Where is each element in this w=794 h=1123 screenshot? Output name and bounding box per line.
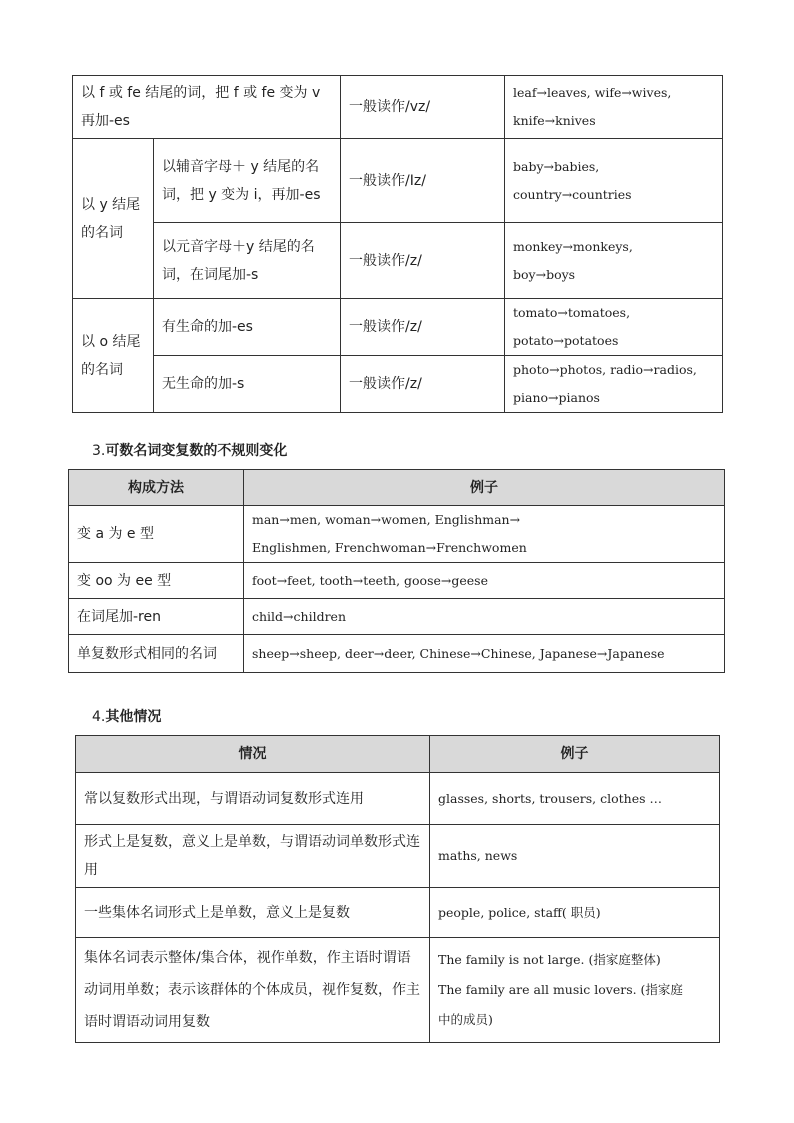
table-row [69, 506, 725, 563]
examples-cell: The family is not large. (指家庭整体) The family are all music lovers. (指家庭 中的成员) [430, 938, 720, 1043]
situation-cell: 一些集体名词形式上是单数，意义上是复数 [76, 888, 430, 938]
rule-cell: 无生命的加-s [154, 356, 341, 413]
table-header-row [76, 736, 720, 773]
examples-cell: sheep→sheep, deer→deer, Chinese→Chinese, Japanese→Japanese [244, 635, 725, 673]
situation-cell: 形式上是复数，意义上是单数，与谓语动词单数形式连用 [76, 825, 430, 888]
situation-cell: 常以复数形式出现，与谓语动词复数形式连用 [76, 773, 430, 825]
method-cell: 变 oo 为 ee 型 [69, 563, 244, 599]
table-row [76, 938, 720, 1043]
table-row [73, 299, 723, 356]
column-header: 构成方法 [69, 470, 244, 506]
examples-cell: glasses, shorts, trousers, clothes … [430, 773, 720, 825]
group-cell: 以 y 结尾的名词 [73, 139, 154, 299]
examples-cell: child→children [244, 599, 725, 635]
table-row [76, 773, 720, 825]
group-cell: 以 o 结尾的名词 [73, 299, 154, 413]
table-row [69, 563, 725, 599]
pronunciation-cell: 一般读作/z/ [341, 299, 505, 356]
irregular-plurals-table [68, 469, 725, 673]
table-row [73, 356, 723, 413]
table-row [69, 599, 725, 635]
pronunciation-cell: 一般读作/z/ [341, 356, 505, 413]
method-cell: 变 a 为 e 型 [69, 506, 244, 563]
rule-cell: 以 f 或 fe 结尾的词，把 f 或 fe 变为 v 再加-es [73, 76, 341, 139]
table-row [76, 825, 720, 888]
situation-cell: 集体名词表示整体/集合体，视作单数，作主语时谓语动词用单数；表示该群体的个体成员，视作复数，作主语时谓语动词用复数 [76, 938, 430, 1043]
examples-cell: people, police, staff( 职员) [430, 888, 720, 938]
column-header: 情况 [76, 736, 430, 773]
examples-cell: maths, news [430, 825, 720, 888]
pronunciation-cell: 一般读作/vz/ [341, 76, 505, 139]
method-cell: 单复数形式相同的名词 [69, 635, 244, 673]
examples-cell: photo→photos, radio→radios, piano→pianos [505, 356, 723, 413]
table-row [73, 76, 723, 139]
other-cases-table [75, 735, 720, 1043]
section-heading: 3.可数名词变复数的不规则变化 [92, 443, 288, 459]
pronunciation-cell: 一般读作/Iz/ [341, 139, 505, 223]
section-heading: 4.其他情况 [92, 709, 162, 725]
examples-cell: leaf→leaves, wife→wives, knife→knives [505, 76, 723, 139]
rule-cell: 有生命的加-es [154, 299, 341, 356]
method-cell: 在词尾加-ren [69, 599, 244, 635]
column-header: 例子 [244, 470, 725, 506]
examples-cell: tomato→tomatoes, potato→potatoes [505, 299, 723, 356]
table-row [73, 139, 723, 223]
pronunciation-cell: 一般读作/z/ [341, 223, 505, 299]
plural-rules-table [72, 75, 723, 413]
examples-cell: man→men, woman→women, Englishman→ Englishmen, Frenchwoman→Frenchwomen [244, 506, 725, 563]
rule-cell: 以元音字母＋y 结尾的名词，在词尾加-s [154, 223, 341, 299]
column-header: 例子 [430, 736, 720, 773]
examples-cell: monkey→monkeys, boy→boys [505, 223, 723, 299]
table-row [76, 888, 720, 938]
rule-cell: 以辅音字母＋ y 结尾的名词，把 y 变为 i，再加-es [154, 139, 341, 223]
table-header-row [69, 470, 725, 506]
table-row [73, 223, 723, 299]
table-row [69, 635, 725, 673]
examples-cell: foot→feet, tooth→teeth, goose→geese [244, 563, 725, 599]
examples-cell: baby→babies, country→countries [505, 139, 723, 223]
